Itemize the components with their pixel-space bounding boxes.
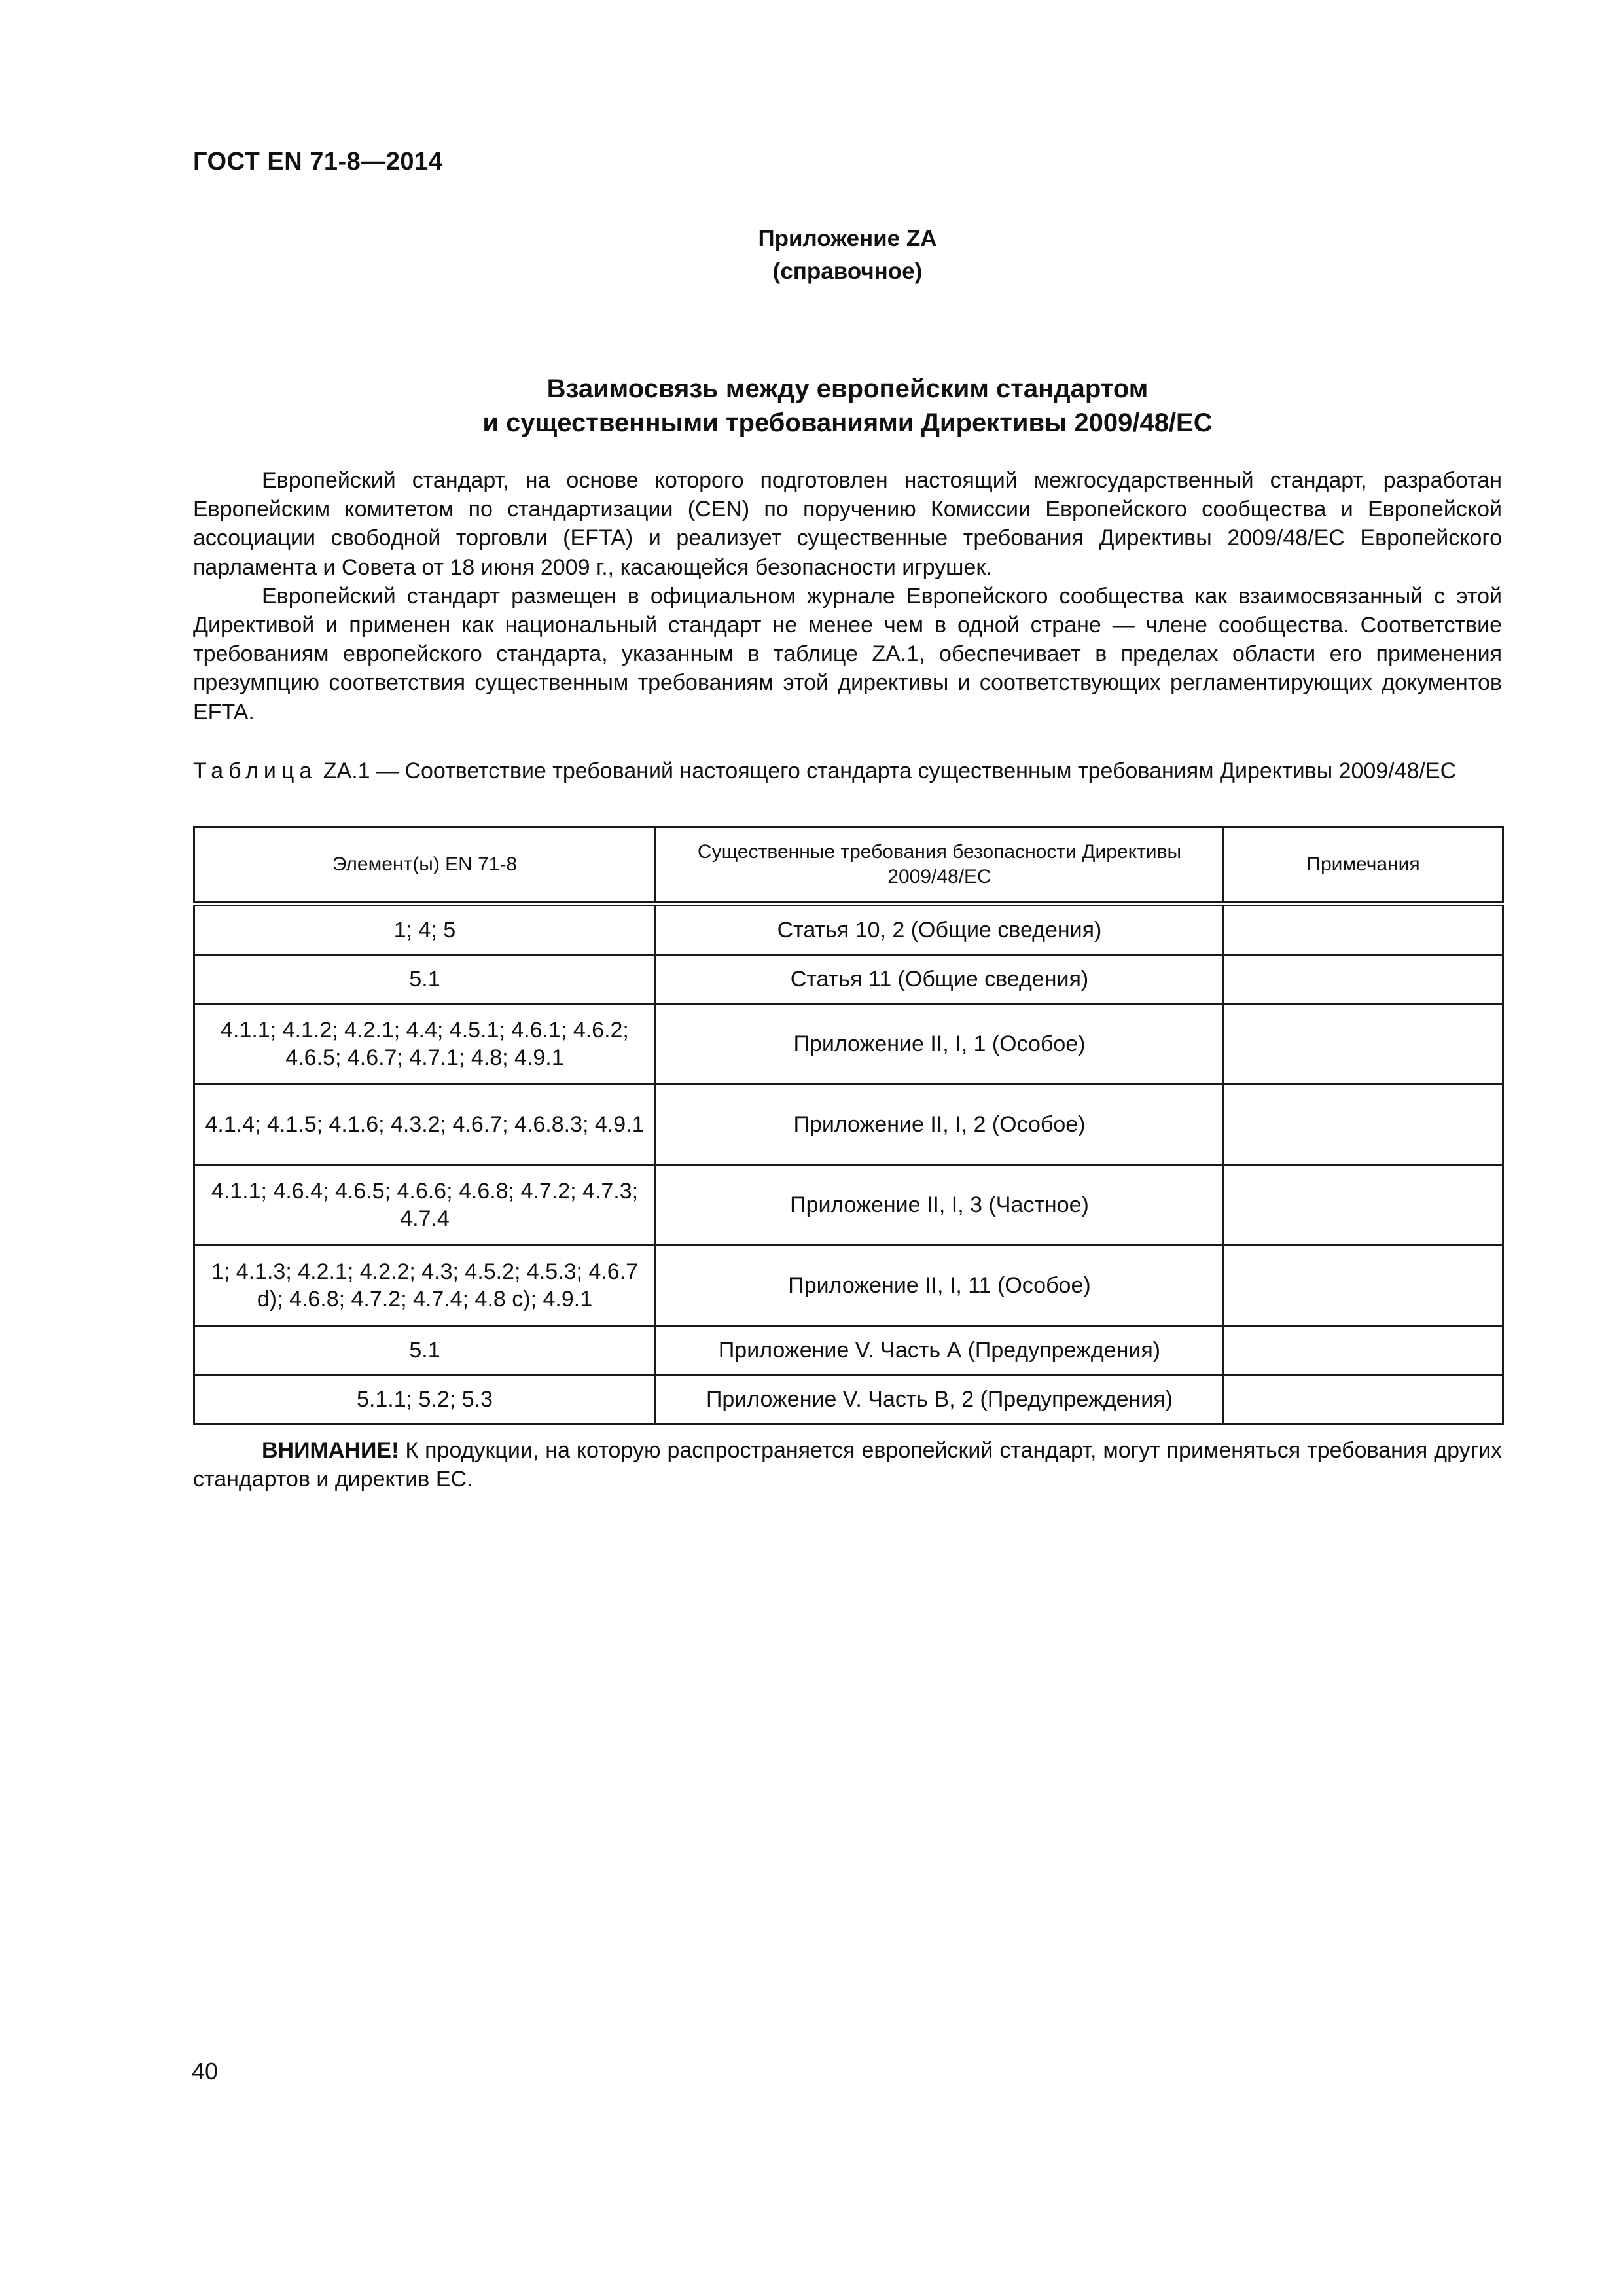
body-text — [193, 466, 1502, 726]
cell-note — [1224, 1004, 1503, 1085]
cell-requirement: Приложение II, I, 1 (Особое) — [656, 1004, 1224, 1085]
cell-note — [1224, 1375, 1503, 1424]
cell-requirement: Приложение II, I, 11 (Особое) — [656, 1246, 1224, 1326]
column-header-elements: Элемент(ы) EN 71-8 — [194, 827, 656, 905]
table-caption-label: Таблица — [193, 759, 317, 783]
cell-requirement: Приложение V. Часть В, 2 (Предупреждения) — [656, 1375, 1224, 1424]
table-row — [194, 1085, 1503, 1165]
table-row — [194, 1326, 1503, 1375]
cell-elements: 5.1 — [194, 955, 656, 1004]
cell-elements: 1; 4.1.3; 4.2.1; 4.2.2; 4.3; 4.5.2; 4.5.3; 4.6.7 d); 4.6.8; 4.7.2; 4.7.4; 4.8 c); 4.9.1 — [194, 1246, 656, 1326]
cell-elements: 1; 4; 5 — [194, 904, 656, 955]
cell-requirement: Статья 11 (Общие сведения) — [656, 955, 1224, 1004]
cell-elements: 5.1.1; 5.2; 5.3 — [194, 1375, 656, 1424]
column-header-notes: Примечания — [1224, 827, 1503, 905]
attention-label: ВНИМАНИЕ! — [262, 1438, 399, 1463]
section-title-line-1: Взаимосвязь между европейским стандартом — [546, 374, 1149, 403]
cell-elements: 4.1.4; 4.1.5; 4.1.6; 4.3.2; 4.6.7; 4.6.8.3; 4.9.1 — [194, 1085, 656, 1165]
cell-note — [1224, 1246, 1503, 1326]
page-number: 40 — [192, 2058, 219, 2085]
table-row — [194, 1165, 1503, 1246]
correspondence-table — [193, 826, 1504, 1425]
cell-elements: 4.1.1; 4.6.4; 4.6.5; 4.6.6; 4.6.8; 4.7.2; 4.7.3; 4.7.4 — [194, 1165, 656, 1246]
table-header-row — [194, 827, 1503, 905]
cell-note — [1224, 1326, 1503, 1375]
cell-note — [1224, 904, 1503, 955]
attention-note — [193, 1436, 1502, 1494]
paragraph: Европейский стандарт размещен в официальном журнале Европейского сообщества как взаимосвязанный с этой Директивой и применен как национальный стандарт не менее чем в одной стране — члене сообщества. Соответствие требованиям европейского стандарта, указанным в таблице ZA.1, обеспечивает в пределах области его применения презумпцию соответствия существенным требованиям этой директивы и соответствующих регламентирующих документов EFTA. — [193, 583, 1502, 725]
cell-requirement: Приложение II, I, 3 (Частное) — [656, 1165, 1224, 1246]
cell-elements: 5.1 — [194, 1326, 656, 1375]
cell-requirement: Статья 10, 2 (Общие сведения) — [656, 904, 1224, 955]
annex-status: (справочное) — [772, 259, 923, 284]
document-code: ГОСТ EN 71-8—2014 — [193, 148, 443, 175]
cell-note — [1224, 955, 1503, 1004]
cell-elements: 4.1.1; 4.1.2; 4.2.1; 4.4; 4.5.1; 4.6.1; 4.6.2; 4.6.5; 4.6.7; 4.7.1; 4.8; 4.9.1 — [194, 1004, 656, 1085]
column-header-requirements: Существенные требования безопасности Директивы 2009/48/ЕС — [656, 827, 1224, 905]
table-row — [194, 1375, 1503, 1424]
cell-requirement: Приложение II, I, 2 (Особое) — [656, 1085, 1224, 1165]
table-caption-text: ZA.1 — Соответствие требований настоящего стандарта существенным требованиям Директивы 2009/48/ЕС — [323, 759, 1457, 783]
paragraph: Европейский стандарт, на основе которого подготовлен настоящий межгосударственный стандарт, разработан Европейским комитетом по стандартизации (CEN) по поручению Комиссии Европейского сообщества и Европейской ассоциации свободной торговли (EFTA) и реализует существенные требования Директивы 2009/48/ЕС Европейского парламента и Совета от 18 июня 2009 г., касающейся безопасности игрушек. — [193, 468, 1502, 580]
cell-requirement: Приложение V. Часть А (Предупреждения) — [656, 1326, 1224, 1375]
table-caption — [193, 757, 1502, 785]
table-row — [194, 955, 1503, 1004]
table-row — [194, 1246, 1503, 1326]
table-row — [194, 1004, 1503, 1085]
section-title — [193, 372, 1502, 440]
cell-note — [1224, 1165, 1503, 1246]
attention-text: К продукции, на которую распространяется европейский стандарт, могут применяться требования других стандартов и директив ЕС. — [193, 1438, 1502, 1492]
cell-note — [1224, 1085, 1503, 1165]
annex-title: Приложение ZA — [758, 226, 937, 251]
section-title-line-2: и существенными требованиями Директивы 2009/48/ЕС — [482, 408, 1213, 437]
table-row — [194, 904, 1503, 955]
annex-heading — [193, 223, 1502, 288]
